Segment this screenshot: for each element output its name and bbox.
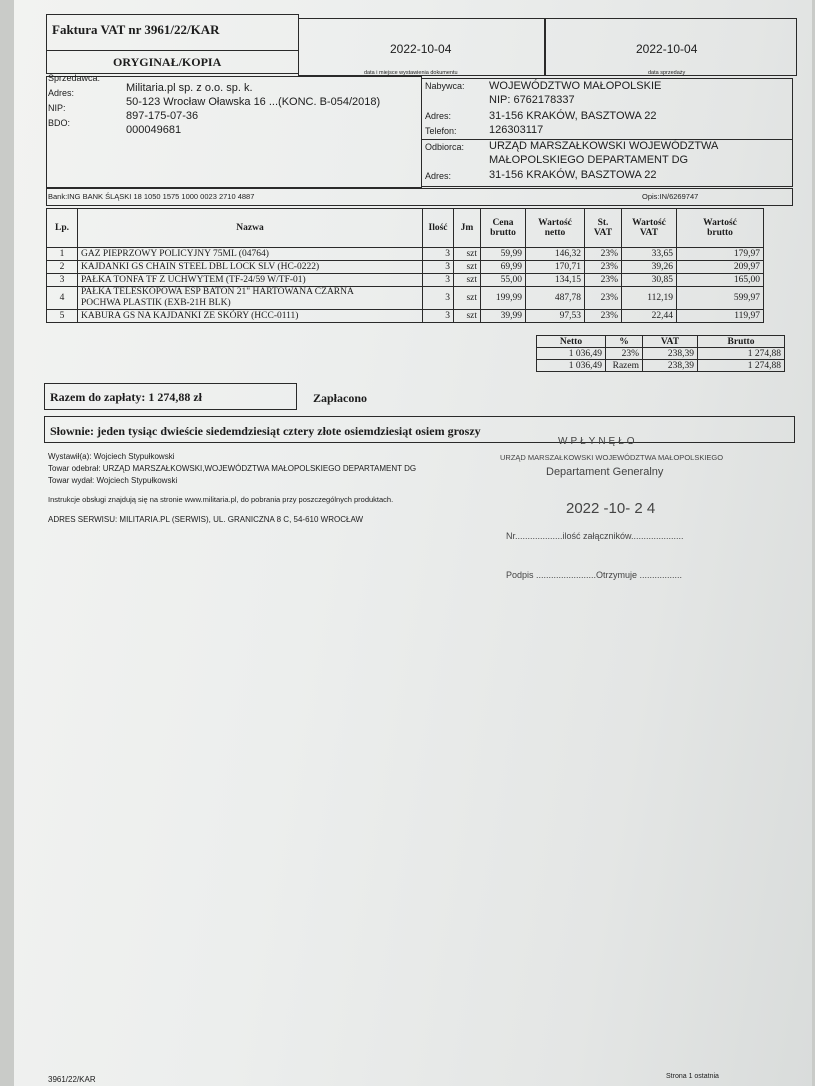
seller-nip: 897-175-07-36 [126, 110, 199, 122]
seller-nip-label: NIP: [48, 103, 66, 113]
row-rate: 23% [585, 248, 622, 261]
issued-by: Wystawił(a): Wojciech Stypułkowski [48, 452, 175, 461]
table-row [47, 261, 764, 274]
row-name: GAZ PIEPRZOWY POLICYJNY 75ML (04764) [78, 248, 423, 261]
recipient-address-label: Adres: [425, 171, 452, 181]
instructions: Instrukcje obsługi znajdują się na stronie www.militaria.pl, do pobrania przy poszczególnych produktach. [48, 495, 394, 504]
buyer-address-label: Adres: [425, 111, 452, 121]
issue-date-caption: data i miejsce wystawienia dokumentu [364, 70, 458, 76]
received-by: Towar odebrał: URZĄD MARSZAŁKOWSKI,WOJEWÓDZTWA MAŁOPOLSKIEGO DEPARTAMENT DG [48, 464, 417, 473]
seller-bdo: 000049681 [126, 124, 182, 136]
col-rate [585, 209, 622, 248]
row-vat: 112,19 [622, 287, 677, 310]
invoice-title: Faktura VAT nr 3961/22/KAR [52, 22, 220, 37]
col-price-l2: brutto [490, 228, 516, 238]
stamp-nr-line: Nr...................ilość załączników..................... [506, 531, 684, 541]
row-net: 134,15 [526, 274, 585, 287]
summary-h-pct: % [606, 336, 643, 348]
summary-gross: 1 274,88 [698, 348, 785, 360]
summary-vat: 238,39 [643, 348, 698, 360]
col-price-l1: Cena [492, 218, 514, 228]
stamp-signature-line: Podpis ........................Otrzymuje ................. [506, 570, 683, 580]
issue-date: 2022-10-04 [390, 42, 452, 56]
bank-account: Bank:ING BANK ŚLĄSKI 18 1050 1575 1000 0023 2710 4887 [48, 192, 255, 201]
summary-h-net: Netto [537, 336, 606, 348]
summary-total-row [537, 360, 785, 372]
row-qty: 3 [423, 287, 454, 310]
recipient-label: Odbiorca: [425, 142, 465, 152]
table-row [47, 310, 764, 323]
row-rate: 23% [585, 261, 622, 274]
total-due: Razem do zapłaty: 1 274,88 zł [50, 390, 202, 404]
buyer-address: 31-156 KRAKÓW, BASZTOWA 22 [489, 110, 657, 122]
col-rate-l2: VAT [593, 228, 613, 238]
row-qty: 3 [423, 310, 454, 323]
row-rate: 23% [585, 287, 622, 310]
seller-name: Militaria.pl sp. z o.o. sp. k. [126, 82, 253, 94]
col-gross-l2: brutto [707, 228, 733, 238]
summary-header-row [537, 336, 785, 348]
row-unit: szt [454, 274, 481, 287]
summary-row [537, 348, 785, 360]
row-unit: szt [454, 310, 481, 323]
stamp-received: WPŁYNĘŁO [558, 436, 638, 447]
recipient-name-line1: URZĄD MARSZAŁKOWSKI WOJEWÓDZTWA [489, 140, 719, 152]
summary-total-label: Razem [606, 360, 643, 372]
row-lp: 3 [47, 274, 78, 287]
table-header-row [47, 209, 764, 248]
row-lp: 1 [47, 248, 78, 261]
amount-in-words: Słownie: jeden tysiąc dwieście siedemdziesiąt cztery złote osiemdziesiąt osiem groszy [50, 424, 481, 438]
buyer-phone: 126303117 [489, 124, 544, 136]
row-gross: 165,00 [677, 274, 764, 287]
service-address: ADRES SERWISU: MILITARIA.PL (SERWIS), UL. GRANICZNA 8 C, 54-610 WROCŁAW [48, 515, 364, 524]
recipient-address: 31-156 KRAKÓW, BASZTOWA 22 [489, 169, 657, 181]
row-price: 69,99 [481, 261, 526, 274]
recipient-name-line2: MAŁOPOLSKIEGO DEPARTAMENT DG [489, 154, 689, 166]
row-unit: szt [454, 261, 481, 274]
row-name: PAŁKA TONFA TF Z UCHWYTEM (TF-24/59 W/TF-01) [78, 274, 423, 287]
seller-label: Sprzedawca: [48, 73, 101, 83]
col-qty: Ilość [423, 209, 454, 248]
table-row [47, 274, 764, 287]
table-row [47, 248, 764, 261]
row-qty: 3 [423, 261, 454, 274]
col-name: Nazwa [78, 209, 423, 248]
col-vat [622, 209, 677, 248]
col-gross-l1: Wartość [703, 218, 737, 228]
row-name: KABURA GS NA KAJDANKI ZE SKÓRY (HCC-0111) [78, 310, 423, 323]
row-lp: 5 [47, 310, 78, 323]
row-gross: 209,97 [677, 261, 764, 274]
row-price: 39,99 [481, 310, 526, 323]
footer-page: Strona 1 ostatnia [666, 1073, 719, 1080]
sale-date-caption: data sprzedaży [648, 70, 686, 76]
row-rate: 23% [585, 310, 622, 323]
col-rate-l1: St. [597, 218, 609, 228]
row-vat: 33,65 [622, 248, 677, 261]
col-net [526, 209, 585, 248]
seller-address-label: Adres: [48, 88, 75, 98]
row-net: 146,32 [526, 248, 585, 261]
seller-bdo-label: BDO: [48, 118, 71, 128]
summary-total-net: 1 036,49 [537, 360, 606, 372]
row-price: 59,99 [481, 248, 526, 261]
col-net-l1: Wartość [538, 218, 572, 228]
summary-net: 1 036,49 [537, 348, 606, 360]
seller-address: 50-123 Wrocław Oławska 16 ...(KONC. B-054/2018) [126, 96, 381, 108]
table-row [47, 287, 764, 310]
summary-total-gross: 1 274,88 [698, 360, 785, 372]
buyer-nip: NIP: 6762178337 [489, 94, 575, 106]
row-gross: 119,97 [677, 310, 764, 323]
row-net: 170,71 [526, 261, 585, 274]
stamp-office: URZĄD MARSZAŁKOWSKI WOJEWÓDZTWA MAŁOPOLSKIEGO [500, 453, 724, 462]
row-price: 199,99 [481, 287, 526, 310]
row-qty: 3 [423, 274, 454, 287]
summary-h-vat: VAT [643, 336, 698, 348]
row-lp: 4 [47, 287, 78, 310]
buyer-phone-label: Telefon: [425, 126, 457, 136]
footer-doc-number: 3961/22/KAR [48, 1075, 96, 1084]
row-name [78, 287, 423, 310]
summary-pct: 23% [606, 348, 643, 360]
buyer-label: Nabywca: [425, 81, 465, 91]
row-name-line1: PAŁKA TELESKOPOWA ESP BATON 21" HARTOWANA CZARNA [81, 287, 354, 297]
col-vat-l2: VAT [639, 228, 659, 238]
row-lp: 2 [47, 261, 78, 274]
summary-total-vat: 238,39 [643, 360, 698, 372]
bank-description: Opis:IN/6269747 [642, 192, 699, 201]
col-vat-l1: Wartość [632, 218, 666, 228]
row-name: KAJDANKI GS CHAIN STEEL DBL LOCK SLV (HC-0222) [78, 261, 423, 274]
items-table [46, 208, 764, 323]
row-price: 55,00 [481, 274, 526, 287]
row-net: 97,53 [526, 310, 585, 323]
row-unit: szt [454, 248, 481, 261]
stamp-department: Departament Generalny [546, 466, 664, 478]
payment-status: Zapłacono [313, 391, 368, 405]
col-gross [677, 209, 764, 248]
summary-h-gross: Brutto [698, 336, 785, 348]
row-name-line2: POCHWA PLASTIK (EXB-21H BLK) [81, 298, 231, 308]
row-unit: szt [454, 287, 481, 310]
vat-summary-table [536, 335, 785, 372]
col-unit: Jm [454, 209, 481, 248]
buyer-name: WOJEWÓDZTWO MAŁOPOLSKIE [489, 80, 662, 92]
row-vat: 30,85 [622, 274, 677, 287]
row-vat: 22,44 [622, 310, 677, 323]
handed-by: Towar wydał: Wojciech Stypułkowski [48, 476, 178, 485]
col-price [481, 209, 526, 248]
stamp-date: 2022 -10- 2 4 [566, 500, 656, 517]
row-gross: 179,97 [677, 248, 764, 261]
row-net: 487,78 [526, 287, 585, 310]
copy-label: ORYGINAŁ/KOPIA [113, 55, 222, 69]
sale-date: 2022-10-04 [636, 42, 698, 56]
row-gross: 599,97 [677, 287, 764, 310]
row-qty: 3 [423, 248, 454, 261]
col-lp: Lp. [47, 209, 78, 248]
row-rate: 23% [585, 274, 622, 287]
row-vat: 39,26 [622, 261, 677, 274]
col-net-l2: netto [544, 228, 566, 238]
